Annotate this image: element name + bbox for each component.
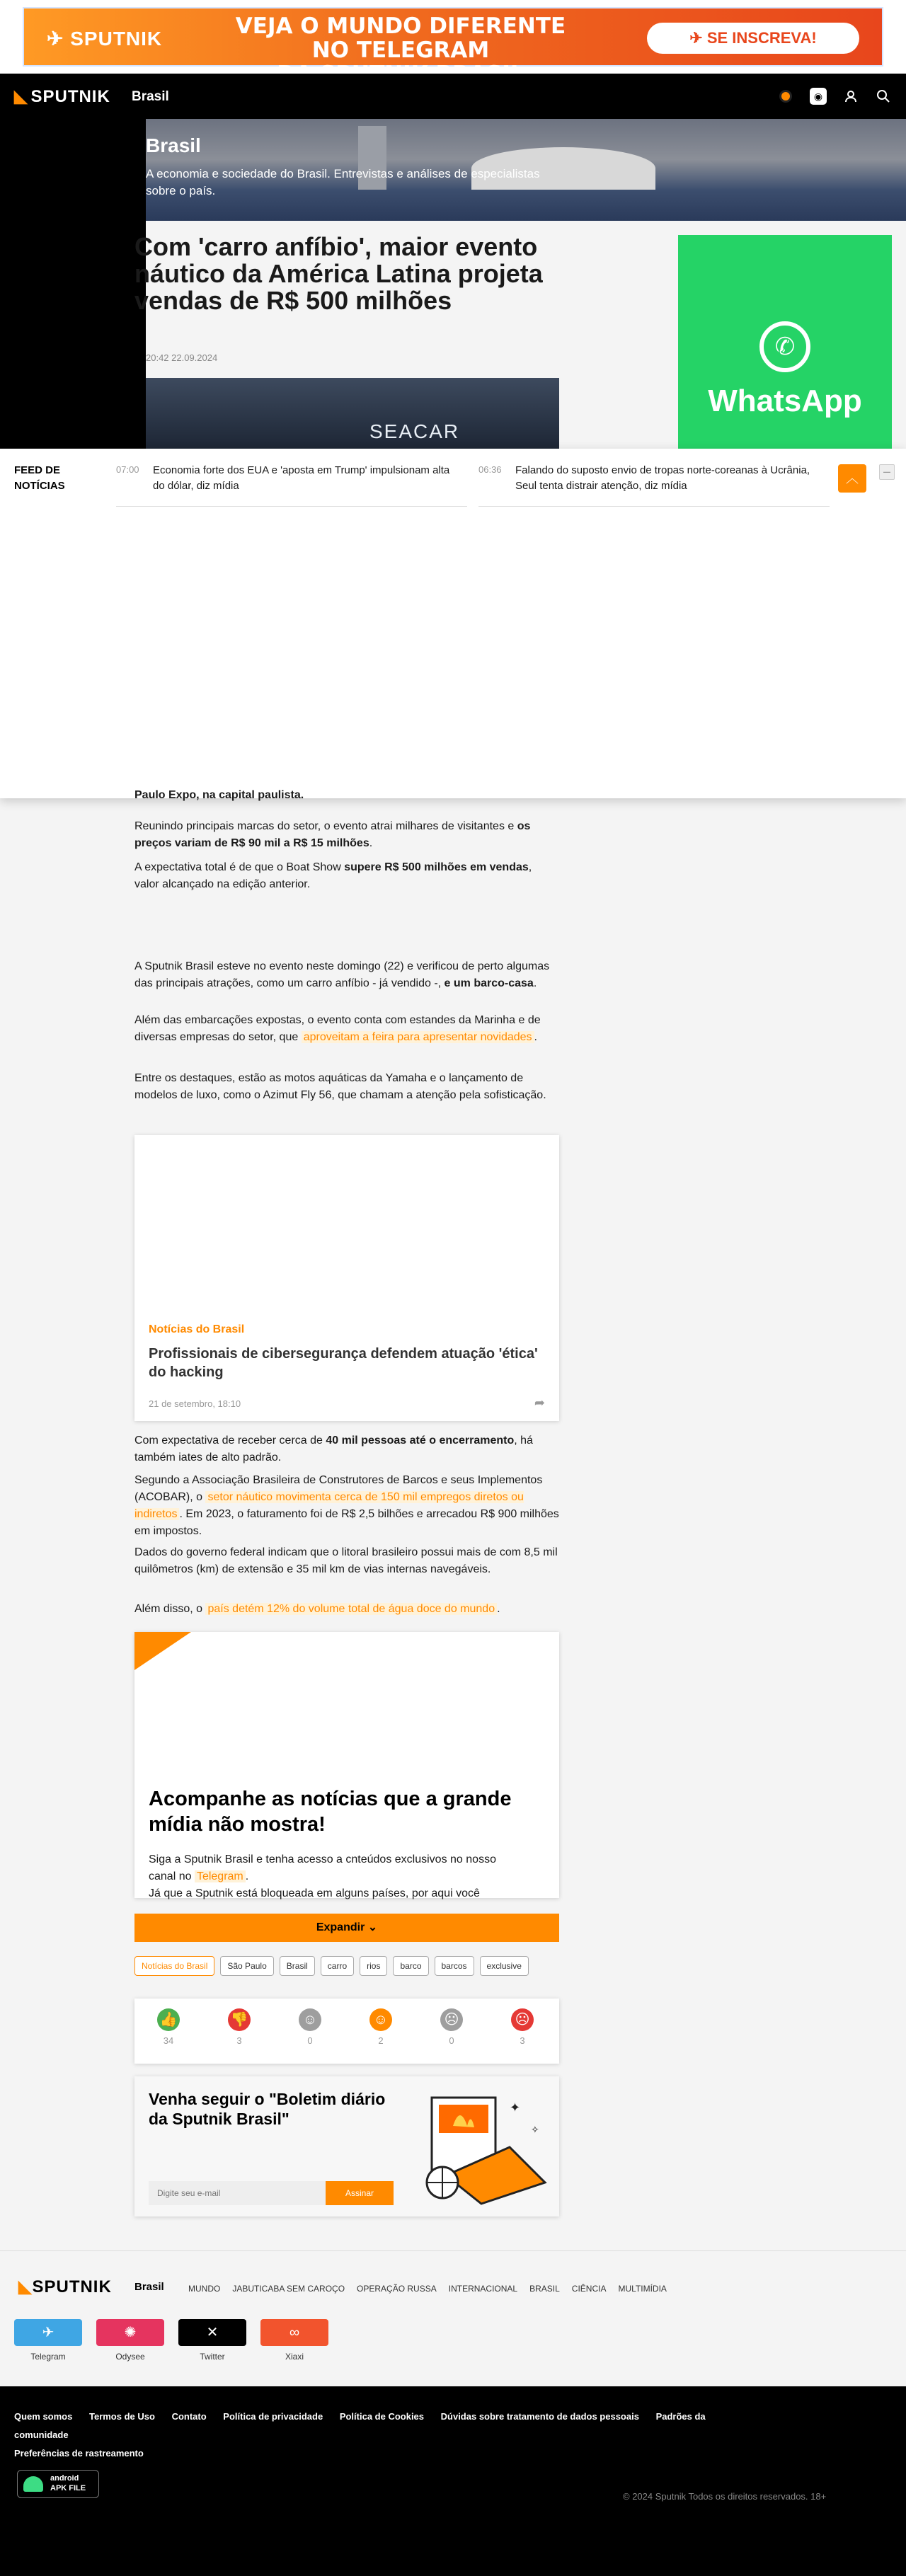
email-input[interactable] — [149, 2181, 326, 2205]
article-link[interactable]: setor náutico movimenta cerca de 150 mil empregos diretos ou indiretos — [134, 1491, 524, 1520]
legal-link[interactable]: Padrões da comunidade — [14, 2411, 706, 2440]
feed-item-time: 06:36 — [478, 464, 502, 475]
related-kicker[interactable]: Notícias do Brasil — [149, 1323, 245, 1335]
reaction-surprised[interactable] — [360, 2008, 402, 2046]
footer-nav-item[interactable]: BRASIL — [529, 2284, 560, 2294]
odysee-button[interactable] — [96, 2319, 164, 2362]
footer-nav-item[interactable]: MUNDO — [188, 2284, 221, 2294]
social-label: Xiaxi — [285, 2352, 304, 2362]
user-icon[interactable] — [842, 88, 859, 105]
tag[interactable]: rios — [360, 1956, 387, 1976]
xiaxi-button[interactable] — [260, 2319, 328, 2362]
article-paragraph: Entre os destaques, estão as motos aquáticas da Yamaha e o lançamento de modelos de luxo, como o Azimut Fly 56, que chamam a atenção pela sofisticação. — [134, 1072, 546, 1101]
newsletter-card — [134, 2076, 559, 2216]
telegram-ad-banner[interactable] — [23, 7, 883, 67]
article-paragraph: A expectativa total é de que o Boat Show supere R$ 500 milhões em vendas, valor alcançado na edição anterior. — [134, 861, 532, 890]
thumbs-up-icon: 👍 — [157, 2008, 180, 2031]
social-label: Twitter — [200, 2352, 225, 2362]
footer-nav-item[interactable]: JABUTICABA SEM CAROÇO — [232, 2284, 345, 2294]
article-link[interactable]: aproveitam a feira para apresentar novidades — [302, 1031, 534, 1043]
notification-icon[interactable] — [777, 88, 794, 105]
article-date: 20:42 22.09.2024 — [146, 352, 218, 363]
legal-link[interactable]: Contato — [171, 2411, 207, 2422]
reaction-thumbs-up[interactable] — [147, 2008, 190, 2046]
tag[interactable]: Notícias do Brasil — [134, 1956, 214, 1976]
tag[interactable]: exclusive — [480, 1956, 529, 1976]
legal-link[interactable]: Política de privacidade — [223, 2411, 323, 2422]
x-icon: ✕ — [206, 2325, 219, 2340]
feed-item-title[interactable]: Economia forte dos EUA e 'aposta em Trump' impulsionam alta do dólar, diz mídia — [153, 464, 450, 492]
svg-text:✦: ✦ — [510, 2100, 521, 2115]
category-hero — [146, 119, 906, 221]
newsletter-title: Venha seguir o "Boletim diário da Sputnik Brasil" — [149, 2090, 386, 2128]
apk-label: android APK FILE — [50, 2474, 86, 2492]
reactions-panel — [134, 1999, 559, 2064]
social-label: Telegram — [30, 2352, 66, 2362]
twitter-button[interactable] — [178, 2319, 246, 2362]
social-label: Odysee — [115, 2352, 145, 2362]
feed-item-title[interactable]: Falando do suposto envio de tropas norte-coreanas à Ucrânia, Seul tenta distrair atenção, diz mídia — [515, 464, 810, 492]
legal-link[interactable]: Dúvidas sobre tratamento de dados pessoais — [440, 2411, 639, 2422]
odysee-icon: ✺ — [124, 2325, 137, 2340]
article-paragraph: Além das embarcações expostas, o evento conta com estandes da Marinha e de diversas empresas do setor, que aproveitam a feira para apresentar novidades . — [134, 1014, 541, 1043]
article-image-sign: SEACAR — [369, 420, 460, 442]
feed-collapse-button[interactable]: ︿ — [838, 464, 866, 493]
thumbs-down-icon: 👎 — [228, 2008, 251, 2031]
related-title[interactable]: Profissionais de cibersegurança defendem atuação 'ética' do hacking — [149, 1346, 538, 1380]
reaction-count: 34 — [163, 2035, 174, 2046]
subscribe-button[interactable]: Assinar — [326, 2181, 394, 2205]
footer-section-link[interactable]: Brasil — [134, 2281, 164, 2293]
legal-link[interactable]: Termos de Uso — [88, 2411, 155, 2422]
reaction-sad[interactable] — [430, 2008, 473, 2046]
whatsapp-ad-text: WhatsApp — [708, 384, 862, 418]
telegram-link[interactable]: Telegram — [195, 1870, 246, 1882]
telegram-icon: ✈ — [42, 2325, 55, 2340]
article-title: Com 'carro anfíbio', maior evento náutico da América Latina projeta vendas de R$ 500 milhões — [134, 232, 543, 315]
android-icon — [23, 2476, 43, 2492]
share-icon[interactable]: ➦ — [534, 1396, 545, 1410]
footer-logo[interactable]: ◣SPUTNIK — [18, 2277, 112, 2296]
reaction-neutral[interactable] — [289, 2008, 331, 2046]
expand-button[interactable]: Expandir ⌄ — [134, 1914, 559, 1942]
article-paragraph: Dados do governo federal indicam que o litoral brasileiro possui mais de com 8,5 mil quilômetros (km) de extensão e 35 mil km de vias internas navegáveis. — [134, 1546, 558, 1575]
reaction-count: 2 — [378, 2035, 384, 2046]
whatsapp-ad[interactable] — [678, 235, 892, 449]
promo-text: Siga a Sputnik Brasil e tenha acesso a cnteúdos exclusivos no nosso canal no Telegram . Já que a Sputnik está bloqueada em alguns países, por aqui você — [149, 1853, 496, 1899]
news-feed-panel — [0, 449, 906, 798]
site-footer — [0, 2250, 906, 2386]
reaction-count: 0 — [307, 2035, 313, 2046]
feed-item-time: 07:00 — [116, 464, 139, 475]
header-section-link[interactable]: Brasil — [132, 89, 169, 104]
legal-link[interactable]: Preferências de rastreamento — [14, 2448, 144, 2459]
bottom-bar — [0, 2386, 906, 2576]
article-image — [146, 378, 559, 449]
tag[interactable]: Brasil — [280, 1956, 315, 1976]
newsletter-illustration-icon — [403, 2083, 552, 2211]
search-icon[interactable] — [875, 88, 892, 105]
surprised-face-icon: ☺ — [369, 2008, 392, 2031]
tag[interactable]: barco — [393, 1956, 428, 1976]
footer-nav-item[interactable]: CIÊNCIA — [571, 2284, 607, 2294]
article-paragraph: A Sputnik Brasil esteve no evento neste domingo (22) e verificou de perto algumas das principais atrações, como um carro anfíbio - já vendido -, e um barco-casa. — [134, 960, 550, 989]
footer-nav-item[interactable]: MULTIMÍDIA — [618, 2284, 667, 2294]
top-ad-area — [0, 0, 906, 74]
feed-item[interactable] — [478, 463, 830, 507]
copyright: © 2024 Sputnik Todos os direitos reservados. 18+ — [623, 2491, 827, 2502]
article-link[interactable]: país detém 12% do volume total de água doce do mundo — [205, 1603, 497, 1615]
neutral-face-icon: ☺ — [299, 2008, 321, 2031]
feed-item[interactable] — [116, 463, 467, 507]
legal-link[interactable]: Política de Cookies — [339, 2411, 425, 2422]
sad-face-icon: ☹ — [440, 2008, 463, 2031]
tag[interactable]: São Paulo — [220, 1956, 273, 1976]
reaction-count: 3 — [520, 2035, 525, 2046]
related-date: 21 de setembro, 18:10 — [149, 1398, 241, 1409]
tag[interactable]: barcos — [435, 1956, 474, 1976]
ad-text: VEJA O MUNDO DIFERENTE NO TELEGRAM — [235, 13, 566, 63]
angry-face-icon: ☹ — [511, 2008, 534, 2031]
promo-title: Acompanhe as notícias que a grande mídia não mostra! — [149, 1788, 512, 1836]
feed-close-button[interactable]: – — [879, 464, 895, 480]
related-article-card[interactable] — [134, 1135, 559, 1421]
reaction-angry[interactable] — [501, 2008, 544, 2046]
reaction-thumbs-down[interactable] — [218, 2008, 260, 2046]
ad-logo: ✈ SPUTNIK — [47, 28, 163, 50]
article-paragraph: Reunindo principais marcas do setor, o evento atrai milhares de visitantes e os preços variam de R$ 90 mil a R$ 15 milhões. — [134, 820, 531, 849]
svg-text:✧: ✧ — [531, 2124, 539, 2135]
xiaxi-icon: ∞ — [289, 2325, 300, 2340]
category-description: A economia e sociedade do Brasil. Entrevistas e análises de especialistas sobre o país. — [146, 167, 540, 197]
telegram-promo-card — [134, 1632, 559, 1898]
telegram-button[interactable] — [14, 2319, 82, 2362]
feed-heading: FEED DE NOTÍCIAS — [14, 464, 65, 492]
radio-icon[interactable]: ◉ — [810, 88, 827, 105]
footer-nav-item[interactable]: INTERNACIONAL — [448, 2284, 518, 2294]
tag-list — [134, 1956, 529, 1976]
footer-nav — [188, 2284, 667, 2294]
article-paragraph: Além disso, o país detém 12% do volume total de água doce do mundo . — [134, 1603, 500, 1615]
footer-nav-item[interactable]: OPERAÇÃO RUSSA — [357, 2284, 437, 2294]
article-paragraph: Segundo a Associação Brasileira de Construtores de Barcos e seus Implementos (ACOBAR), o setor náutico movimenta cerca de 150 mil empregos diretos ou indiretos . Em 2023, o faturamento foi de R$ 2,5 bilhões e arrecadou R$ 900 milhões em impostos. — [134, 1474, 559, 1537]
ad-subscribe-button[interactable]: ✈ SE INSCREVA! — [647, 23, 859, 54]
reaction-count: 0 — [449, 2035, 454, 2046]
article-paragraph: Com expectativa de receber cerca de 40 mil pessoas até o encerramento, há também iates de alto padrão. — [134, 1434, 533, 1464]
site-header — [0, 74, 906, 119]
chevron-down-icon: ⌄ — [367, 1921, 378, 1933]
legal-links — [14, 2408, 722, 2463]
sputnik-logo[interactable]: ◣ SPUTNIK — [14, 87, 110, 106]
left-dark-column — [0, 119, 146, 449]
article-paragraph: Paulo Expo, na capital paulista. — [134, 789, 304, 801]
whatsapp-icon: ✆ — [759, 321, 810, 372]
legal-link[interactable]: Quem somos — [14, 2411, 73, 2422]
apk-download-button[interactable] — [17, 2470, 99, 2498]
category-title[interactable]: Brasil — [146, 134, 201, 156]
promo-corner-accent — [134, 1632, 191, 1670]
tag[interactable]: carro — [321, 1956, 354, 1976]
reaction-count: 3 — [236, 2035, 242, 2046]
